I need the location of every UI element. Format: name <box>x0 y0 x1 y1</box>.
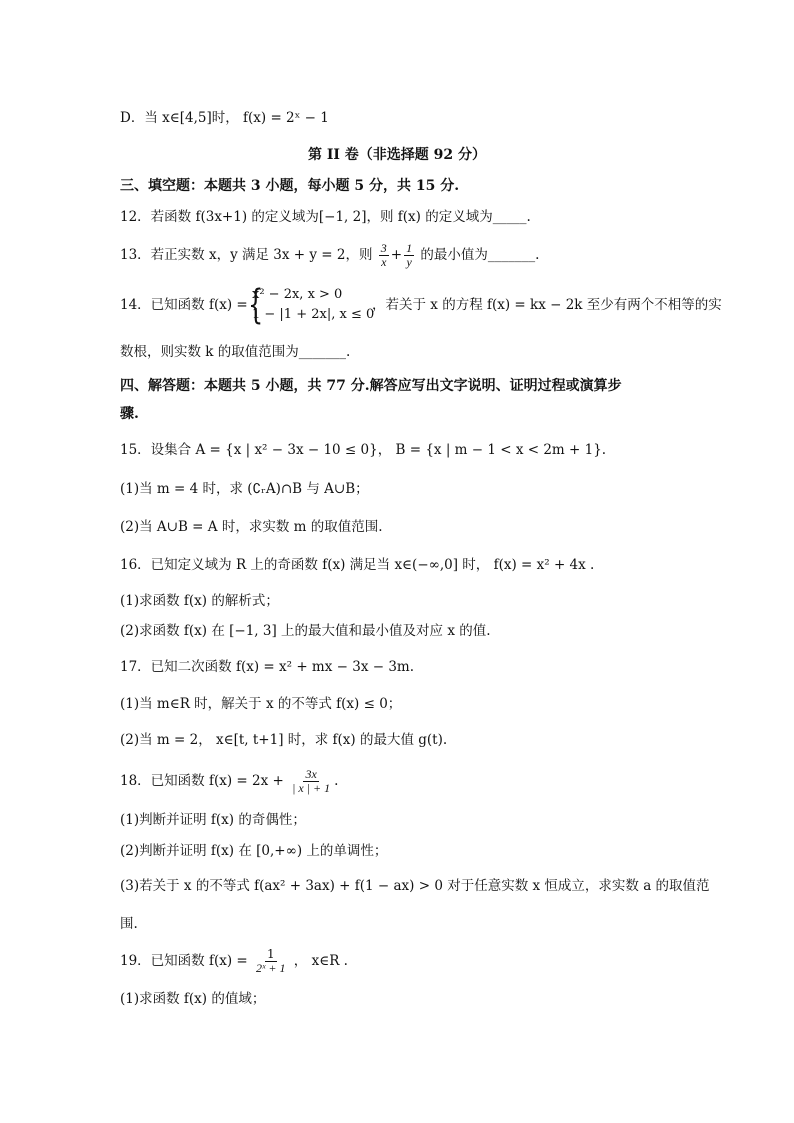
brace-symbol: { <box>248 282 264 328</box>
q18-text: 18．已知函数 f(x) = 2x + <box>120 773 284 789</box>
q13-text-b: 的最小值为_______. <box>420 247 540 263</box>
question-17-part1: (1)当 m∈R 时，解关于 x 的不等式 f(x) ≤ 0； <box>120 696 402 712</box>
question-15: 15．设集合 A = {x | x² − 3x − 10 ≤ 0}， B = {x | m − 1 < x < 2m + 1}. <box>120 442 607 458</box>
section3-title: 三、填空题：本题共 3 小题，每小题 5 分，共 15 分. <box>120 178 460 194</box>
question-14-tail: ，若关于 x 的方程 f(x) = kx − 2k 至少有两个不相等的实 <box>372 297 722 313</box>
question-13: 13．若正实数 x，y 满足 3x + y = 2，则 $\frac{3}{x}$ + $\frac{1}{y}$ 的最小值为_______. <box>120 241 540 269</box>
option-d: D．当 x∈[4,5]时， f(x) = 2ˣ − 1 <box>120 110 329 126</box>
question-14-lead: 14．已知函数 f(x) = <box>120 297 248 313</box>
question-16-part2: (2)求函数 f(x) 在 [−1, 3] 上的最大值和最小值及对应 x 的值. <box>120 623 491 639</box>
question-18-part1: (1)判断并证明 f(x) 的奇偶性； <box>120 812 306 828</box>
q14-case-1: x² − 2x, x > 0 <box>252 287 343 302</box>
question-16: 16．已知定义域为 R 上的奇函数 f(x) 满足当 x∈(−∞,0] 时， f(x) = x² + 4x . <box>120 557 595 573</box>
section4-title-cont: 骤. <box>120 406 139 422</box>
q19-text-a: 19．已知函数 f(x) = <box>120 953 248 969</box>
section4-title: 四、解答题：本题共 5 小题，共 77 分.解答应写出文字说明、证明过程或演算步 <box>120 378 622 394</box>
q13-text-a: 13．若正实数 x，y 满足 3x + y = 2，则 <box>120 247 373 263</box>
question-17-part2: (2)当 m = 2， x∈[t, t+1] 时，求 f(x) 的最大值 g(t). <box>120 732 448 748</box>
q19-text-b: ， x∈R . <box>293 953 348 969</box>
q14-case-2: 1 − |1 + 2x|, x ≤ 0 <box>252 307 375 322</box>
question-12: 12．若函数 f(3x+1) 的定义域为[−1, 2]，则 f(x) 的定义域为_____. <box>120 209 531 225</box>
question-15-part2: (2)当 A∪B = A 时，求实数 m 的取值范围. <box>120 519 383 535</box>
question-18: 18．已知函数 f(x) = 2x + $\frac{3x}{| x | + 1}$ . <box>120 767 339 795</box>
question-19 <box>120 945 348 977</box>
question-16-part1: (1)求函数 f(x) 的解析式； <box>120 593 279 609</box>
q19-fraction: $\frac{1}{\text{2ˣ + 1}}$ <box>256 947 286 975</box>
question-14-cont: 数根，则实数 k 的取值范围为_______. <box>120 344 351 360</box>
q13-fraction-2: $\frac{1}{y}$ <box>406 241 413 269</box>
q18-fraction: $\frac{3x}{| x | + 1}$ <box>292 767 331 795</box>
question-17: 17．已知二次函数 f(x) = x² + mx − 3x − 3m. <box>120 659 415 675</box>
question-18-part3: (3)若关于 x 的不等式 f(ax² + 3ax) + f(1 − ax) > 0 对于任意实数 x 恒成立，求实数 a 的取值范 <box>120 878 710 894</box>
part2-title: 第 II 卷（非选择题 92 分） <box>307 147 487 163</box>
question-18-part2: (2)判断并证明 f(x) 在 [0,+∞) 上的单调性； <box>120 843 388 859</box>
q13-fraction-1: $\frac{3}{x}$ <box>380 241 387 269</box>
question-15-part1: (1)当 m = 4 时，求 (∁ᵣA)∩B 与 A∪B； <box>120 481 369 497</box>
question-18-part3-cont: 围. <box>120 916 138 932</box>
question-19-part1: (1)求函数 f(x) 的值域； <box>120 991 266 1007</box>
